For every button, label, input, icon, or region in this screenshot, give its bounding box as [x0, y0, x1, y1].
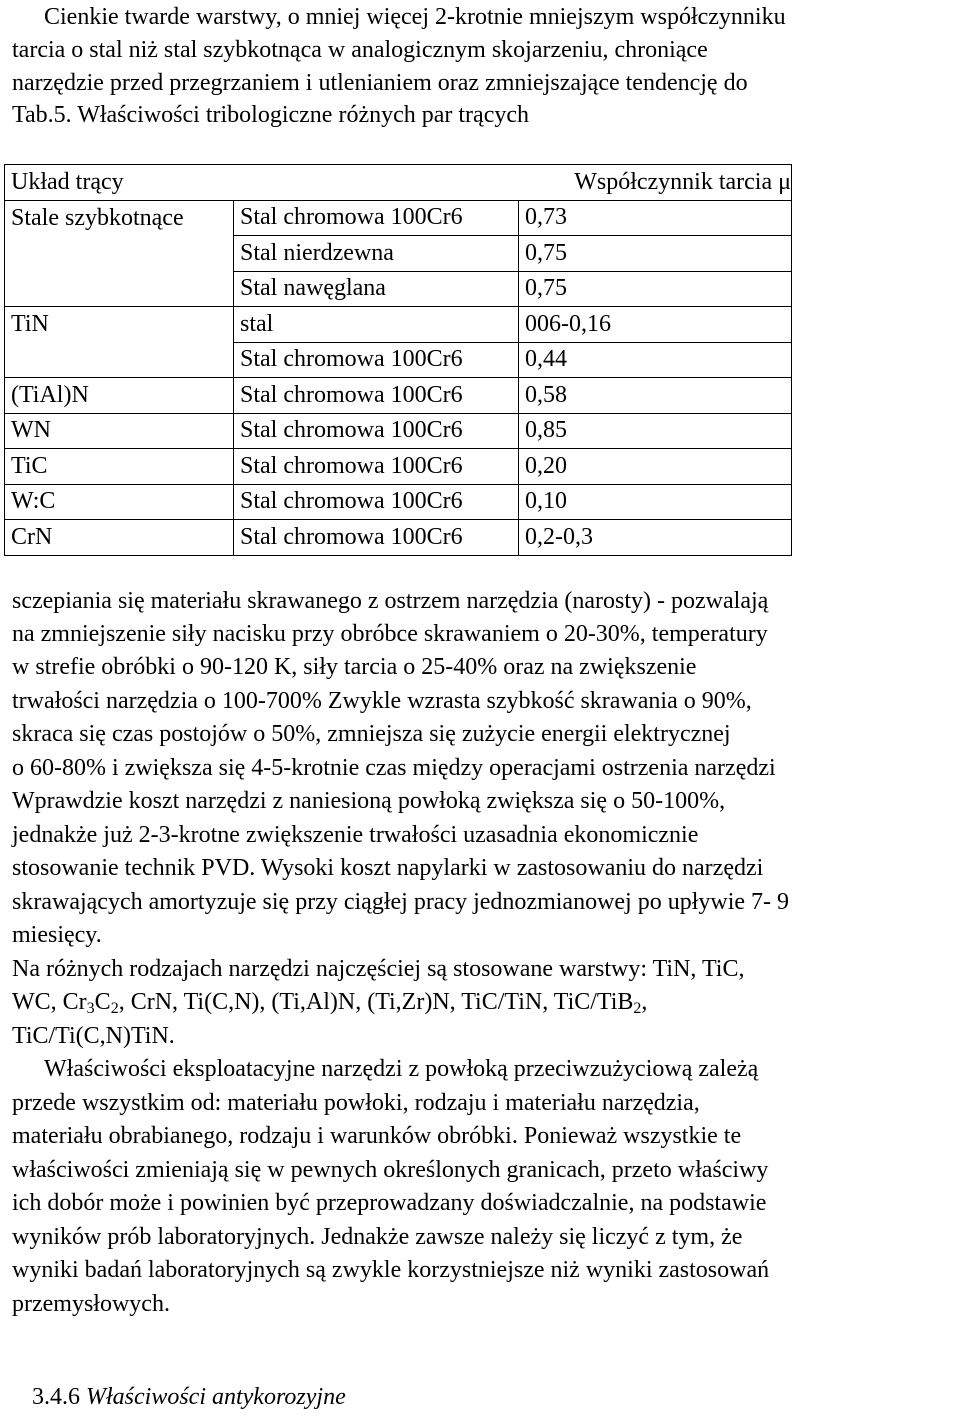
cell-coefficient: 0,44 [519, 342, 792, 378]
body-line-formulas [12, 985, 647, 1019]
table-header-row [5, 165, 792, 201]
table-row [5, 271, 792, 307]
cell-coating: WN [5, 413, 234, 449]
cell-coating [5, 271, 234, 307]
cell-coefficient: 0,75 [519, 236, 792, 272]
body-line: wyniki badań laboratoryjnych są zwykle korzystniejsze niż wyniki zastosowań [12, 1257, 770, 1283]
table-caption: Tab.5. Właściwości tribologiczne różnych par trących [12, 102, 530, 128]
subscript: 2 [110, 1000, 119, 1017]
formula-text: WC, Cr [12, 989, 87, 1015]
cell-coating [5, 342, 234, 378]
body-line: przede wszystkim od: materiału powłoki, rodzaju i materiału narzędzia, [12, 1090, 700, 1116]
subscript: 3 [86, 1000, 95, 1017]
body-line: właściwości zmieniają się w pewnych określonych granicach, przeto właściwy [12, 1157, 769, 1183]
cell-counterpart: Stal nawęglana [234, 271, 519, 307]
cell-counterpart: Stal chromowa 100Cr6 [234, 413, 519, 449]
cell-coefficient: 006-0,16 [519, 307, 792, 343]
intro-line: tarcia o stal niż stal szybkotnąca w analogicznym skojarzeniu, chroniące [12, 37, 708, 63]
table-row [5, 200, 792, 236]
body-line: TiC/Ti(C,N)TiN. [12, 1023, 175, 1049]
table-row [5, 307, 792, 343]
body-line: w strefie obróbki o 90-120 K, siły tarcia o 25-40% oraz na zwiększenie [12, 654, 697, 680]
cell-counterpart: Stal chromowa 100Cr6 [234, 200, 519, 236]
cell-coating: TiC [5, 449, 234, 485]
body-line: stosowanie technik PVD. Wysoki koszt napylarki w zastosowaniu do narzędzi [12, 855, 764, 881]
body-line: przemysłowych. [12, 1291, 170, 1317]
formula-text: C [94, 989, 111, 1015]
cell-coating: TiN [5, 307, 234, 343]
intro-line: narzędzie przed przegrzaniem i utlenianiem oraz zmniejszające tendencję do [12, 70, 748, 96]
body-line: ich dobór może i powinien być przeprowadzany doświadczalnie, na podstawie [12, 1190, 767, 1216]
cell-coefficient: 0,75 [519, 271, 792, 307]
cell-coating [5, 236, 234, 272]
table-row [5, 449, 792, 485]
intro-line: Cienkie twarde warstwy, o mniej więcej 2-krotnie mniejszym współczynniku [44, 4, 786, 30]
cell-coefficient: 0,85 [519, 413, 792, 449]
table-row [5, 342, 792, 378]
cell-counterpart: Stal chromowa 100Cr6 [234, 520, 519, 556]
body-line: o 60-80% i zwiększa się 4-5-krotnie czas między operacjami ostrzenia narzędzi [12, 755, 776, 781]
table-row [5, 236, 792, 272]
cell-coating: Stale szybkotnące [5, 200, 234, 236]
body-line: Na różnych rodzajach narzędzi najczęściej są stosowane warstwy: TiN, TiC, [12, 956, 745, 982]
cell-coefficient: 0,73 [519, 200, 792, 236]
body-line: skraca się czas postojów o 50%, zmniejsza się zużycie energii elektrycznej [12, 721, 731, 747]
cell-counterpart: Stal chromowa 100Cr6 [234, 484, 519, 520]
subscript: 2 [633, 1000, 642, 1017]
cell-counterpart: Stal nierdzewna [234, 236, 519, 272]
table-row [5, 484, 792, 520]
body-line: skrawających amortyzuje się przy ciągłej pracy jednozmianowej po upływie 7- 9 [12, 889, 790, 915]
cell-coefficient: 0,10 [519, 484, 792, 520]
body-line: miesięcy. [12, 922, 102, 948]
header-friction-coefficient: Współczynnik tarcia μ [519, 165, 792, 201]
section-heading [32, 1380, 346, 1414]
table-row [5, 378, 792, 414]
body-line: na zmniejszenie siły nacisku przy obróbce skrawaniem o 20-30%, temperatury [12, 621, 768, 647]
cell-coating: (TiAl)N [5, 378, 234, 414]
body-line: Wprawdzie koszt narzędzi z naniesioną powłoką zwiększa się o 50-100%, [12, 788, 726, 814]
body-line: Właściwości eksploatacyjne narzędzi z powłoką przeciwzużyciową zależą [44, 1056, 759, 1082]
cell-coefficient: 0,58 [519, 378, 792, 414]
header-tribo-pair: Układ trący [5, 165, 519, 201]
section-number: 3.4.6 [32, 1384, 80, 1410]
cell-coefficient: 0,2-0,3 [519, 520, 792, 556]
body-line: sczepiania się materiału skrawanego z ostrzem narzędzia (narosty) - pozwalają [12, 588, 769, 614]
section-title: Właściwości antykorozyjne [86, 1384, 346, 1410]
cell-counterpart: Stal chromowa 100Cr6 [234, 378, 519, 414]
cell-coating: W:C [5, 484, 234, 520]
formula-text: , [641, 989, 648, 1015]
cell-counterpart: Stal chromowa 100Cr6 [234, 449, 519, 485]
cell-counterpart: stal [234, 307, 519, 343]
body-line: materiału obrabianego, rodzaju i warunków obróbki. Ponieważ wszystkie te [12, 1123, 742, 1149]
tribology-table [4, 164, 792, 556]
body-line: jednakże już 2-3-krotne zwiększenie trwałości uzasadnia ekonomicznie [12, 822, 699, 848]
cell-counterpart: Stal chromowa 100Cr6 [234, 342, 519, 378]
table-row [5, 413, 792, 449]
body-line: trwałości narzędzia o 100-700% Zwykle wzrasta szybkość skrawania o 90%, [12, 688, 752, 714]
cell-coating: CrN [5, 520, 234, 556]
body-line: wyników prób laboratoryjnych. Jednakże zawsze należy się liczyć z tym, że [12, 1224, 743, 1250]
cell-coefficient: 0,20 [519, 449, 792, 485]
table-row [5, 520, 792, 556]
formula-text: , CrN, Ti(C,N), (Ti,Al)N, (Ti,Zr)N, TiC/TiN, TiC/TiB [118, 989, 634, 1015]
